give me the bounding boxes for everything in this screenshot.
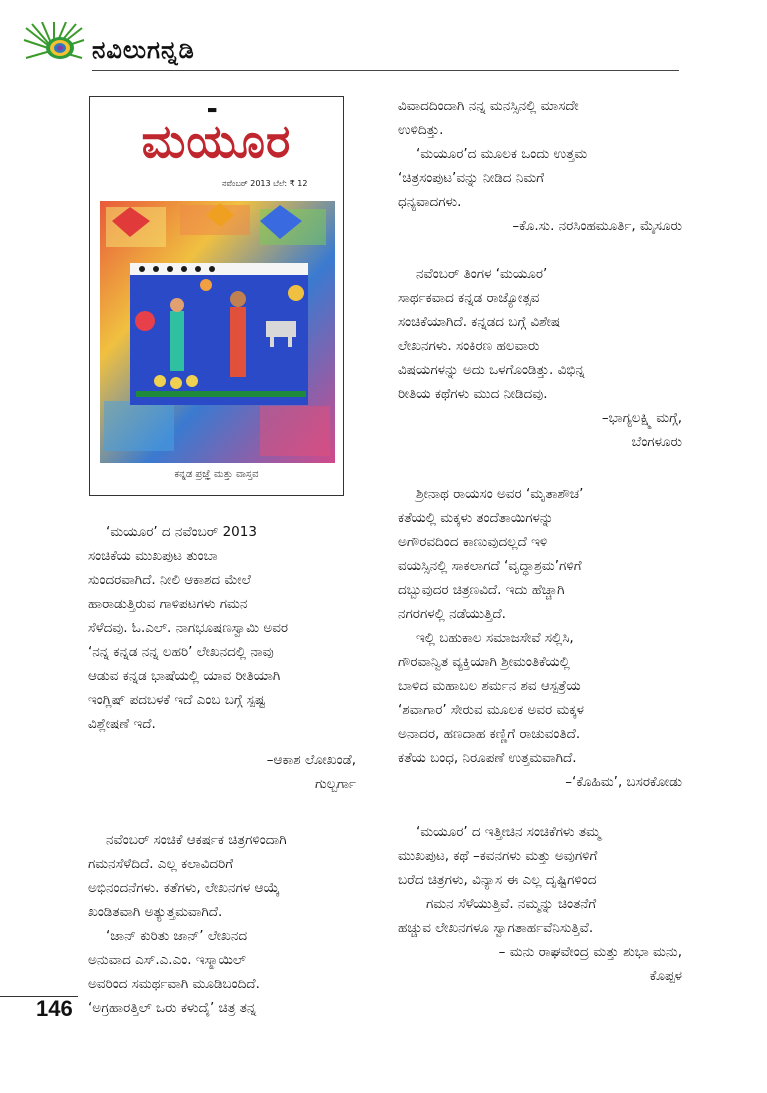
- letter3-signature-name: –ಭಾಗ್ಯಲಕ್ಷ್ಮಿ ಮಗ್ಗೆ,: [601, 410, 682, 426]
- letter1-line-7: ಆಡುವ ಕನ್ನಡ ಭಾಷೆಯಲ್ಲಿ ಯಾವ ರೀತಿಯಾಗಿ: [88, 668, 281, 684]
- letter4-line-2: ಕತೆಯಲ್ಲಿ ಮಕ್ಕಳು ತಂದೆತಾಯಿಗಳನ್ನು: [398, 510, 554, 526]
- letter2-signature: –ಕೊ.ಸು. ನರಸಿಂಹಮೂರ್ತಿ, ಮೈಸೂರು: [512, 218, 682, 234]
- letter2-line-7: ಅವರಿಂದ ಸಮರ್ಥವಾಗಿ ಮೂಡಿಬಂದಿದೆ.: [88, 976, 260, 992]
- cover-artwork: [100, 201, 335, 463]
- letter4-line-6: ನಗರಗಳಲ್ಲಿ ನಡೆಯುತ್ತಿದೆ.: [398, 606, 506, 622]
- letter2-line-1: ನವೆಂಬರ್ ಸಂಚಿಕೆ ಆಕರ್ಷಕ ಚಿತ್ರಗಳಿಂದಾಗಿ: [106, 832, 287, 848]
- letter4-line-12: ಕತೆಯ ಬಂಧ, ನಿರೂಪಣೆ ಉತ್ತಮವಾಗಿದೆ.: [398, 750, 577, 766]
- letter4-line-11: ಅನಾದರ, ಹಣದಾಹ ಕಣ್ಣಿಗೆ ರಾಚುವಂತಿದೆ.: [398, 726, 581, 742]
- letter1-signature-name: –ಆಕಾಶ ಲೋಖಂಡೆ,: [266, 752, 356, 768]
- letter1-line-8: ಇಂಗ್ಲಿಷ್ ಪದಬಳಕೆ ಇದೆ ಎಂಬ ಬಗ್ಗೆ ಸ್ಪಷ್ಟ: [88, 692, 266, 708]
- letter2-line-8: ‘ಅಗ್ರಹಾರತ್ತಿಲ್ ಒರು ಕಳುದೈ’ ಚಿತ್ರ ತನ್ನ: [88, 1000, 257, 1016]
- peacock-feather-logo: [22, 22, 86, 72]
- cover-issue-info: ನವೆಂಬರ್ 2013 ಬೆಲೆ: ₹ 12: [222, 179, 308, 188]
- letter5-signature-place: ಕೊಪ್ಪಳ: [649, 968, 682, 984]
- letter4-line-7: ಇಲ್ಲಿ ಬಹುಕಾಲ ಸಮಾಜಸೇವೆ ಸಲ್ಲಿಸಿ,: [416, 630, 574, 646]
- letter3-line-1: ನವೆಂಬರ್ ತಿಂಗಳ ‘ಮಯೂರ’: [416, 266, 548, 282]
- letter1-signature-place: ಗುಲ್ಬರ್ಗಾ: [315, 776, 356, 792]
- letter3-line-2: ಸಾರ್ಥಕವಾದ ಕನ್ನಡ ರಾಜ್ಯೋತ್ಸವ: [398, 290, 540, 306]
- letter4-line-4: ವಯಸ್ಸಿನಲ್ಲಿ ಸಾಕಲಾಗದೆ ‘ವೃದ್ಧಾಶ್ರಮ’ಗಳಿಗೆ: [398, 558, 582, 574]
- letter4-line-5: ದಬ್ಬುವುದರ ಚಿತ್ರಣವಿದೆ. ಇದು ಹೆಚ್ಚಾಗಿ: [398, 582, 565, 598]
- letter3-line-3: ಸಂಚಿಕೆಯಾಗಿದೆ. ಕನ್ನಡದ ಬಗ್ಗೆ ವಿಶೇಷ: [398, 314, 561, 330]
- letter4-line-3: ಅಗೌರವದಿಂದ ಕಾಣುವುದಲ್ಲದೆ ಇಳಿ: [398, 534, 548, 550]
- letter1-line-2: ಸಂಚಿಕೆಯ ಮುಖಪುಟ ತುಂಬಾ: [88, 548, 218, 564]
- letter5-line-1: ‘ಮಯೂರ’ ದ ಇತ್ತೀಚಿನ ಸಂಚಿಕೆಗಳು ತಮ್ಮ: [416, 824, 601, 840]
- letter2-cont-line-3: ‘ಮಯೂರ’ದ ಮೂಲಕ ಒಂದು ಉತ್ತಮ: [416, 146, 588, 162]
- letter1-line-4: ಹಾರಾಡುತ್ತಿರುವ ಗಾಳಿಪಟಗಳು ಗಮನ: [88, 596, 248, 612]
- letter2-line-2: ಗಮನಸೆಳೆದಿದೆ. ಎಲ್ಲ ಕಲಾವಿದರಿಗೆ: [88, 856, 234, 872]
- letter5-signature-name: – ಮನು ರಾಘವೇಂದ್ರ ಮತ್ತು ಶುಭಾ ಮನು,: [498, 944, 682, 960]
- letter4-line-9: ಬಾಳಿದ ಮಹಾಬಲ ಶರ್ಮನ ಶವ ಆಸ್ಪತ್ರೆಯ: [398, 678, 581, 694]
- right-column: [398, 94, 682, 988]
- cover-caption: ಕನ್ನಡ ಪ್ರಜ್ಞೆ ಮತ್ತು ವಾಸ್ತವ: [174, 469, 259, 480]
- section-title: ನವಿಲುಗನ್ನಡಿ: [92, 36, 195, 64]
- letter2-line-4: ಖಂಡಿತವಾಗಿ ಅತ್ಯುತ್ತಮವಾಗಿದೆ.: [88, 904, 223, 920]
- letter5-line-4: ಗಮನ ಸೆಳೆಯುತ್ತಿವೆ. ನಮ್ಮನ್ನು ಚಿಂತನೆಗೆ: [426, 896, 597, 912]
- letter3-line-5: ವಿಷಯಗಳನ್ನು ಅದು ಒಳಗೊಂಡಿತ್ತು. ವಿಭಿನ್ನ: [398, 362, 585, 378]
- letter4-line-1: ಶ್ರೀನಾಥ ರಾಯಸಂ ಅವರ ‘ಮೃತಾಶೌಚ’: [416, 486, 584, 502]
- letter2-line-6: ಅನುವಾದ ಎಸ್.ಎ.ಎಂ. ಇಸ್ಮಾಯಿಲ್: [88, 952, 246, 968]
- letter4-line-10: ‘ಶವಾಗಾರ’ ಸೇರುವ ಮೂಲಕ ಅವರ ಮಕ್ಕಳ: [398, 702, 584, 718]
- letter1-line-1: ‘ಮಯೂರ’ ದ ನವೆಂಬರ್ 2013: [106, 524, 257, 540]
- magazine-emblem-icon: ▬: [207, 103, 218, 116]
- letter4-signature: –‘ಕೊಹಿಮ’, ಬಸರಕೋಡು: [565, 774, 682, 790]
- letter5-line-3: ಬರೆದ ಚಿತ್ರಗಳು, ವಿನ್ಯಾಸ ಈ ಎಲ್ಲ ದೃಷ್ಟಿಗಳಿಂದ: [398, 872, 597, 888]
- letter1-line-6: ‘ನನ್ನ ಕನ್ನಡ ನನ್ನ ಲಹರಿ’ ಲೇಖನದಲ್ಲಿ ನಾವು: [88, 644, 274, 660]
- letter5-line-2: ಮುಖಪುಟ, ಕಥೆ –ಕವನಗಳು ಮತ್ತು ಅವುಗಳಿಗೆ: [398, 848, 598, 864]
- page-number: 146: [36, 996, 73, 1021]
- letter1-line-5: ಸೆಳೆದವು. ಓ.ಎಲ್. ನಾಗಭೂಷಣಸ್ವಾಮಿ ಅವರ: [88, 620, 289, 636]
- letter3-line-6: ರೀತಿಯ ಕಥೆಗಳು ಮುದ ನೀಡಿದವು.: [398, 386, 548, 402]
- letter3-signature-place: ಬೆಂಗಳೂರು: [631, 434, 682, 450]
- letter1-line-9: ವಿಶ್ಲೇಷಣೆ ಇದೆ.: [88, 716, 156, 732]
- letter4-line-8: ಗೌರವಾನ್ವಿತ ವ್ಯಕ್ತಿಯಾಗಿ ಶ್ರೀಮಂತಿಕೆಯಲ್ಲಿ: [398, 654, 570, 670]
- letter2-cont-line-5: ಧನ್ಯವಾದಗಳು.: [398, 194, 462, 210]
- left-column: [88, 520, 356, 1020]
- letter3-line-4: ಲೇಖನಗಳು. ಸಂಕಿರಣ ಹಲವಾರು: [398, 338, 540, 354]
- letter5-line-5: ಹಚ್ಚುವ ಲೇಖನಗಳೂ ಸ್ವಾಗತಾರ್ಹವೆನಿಸುತ್ತಿವೆ.: [398, 920, 594, 936]
- letter2-cont-line-2: ಉಳಿದಿತ್ತು.: [398, 122, 444, 138]
- magazine-cover: [89, 96, 344, 496]
- header-rule: [92, 70, 679, 71]
- letter2-cont-line-4: ‘ಚಿತ್ರಸಂಪುಟ’ವನ್ನು ನೀಡಿದ ನಿಮಗೆ: [398, 170, 545, 186]
- letter2-cont-line-1: ವಿವಾದದಿಂದಾಗಿ ನನ್ನ ಮನಸ್ಸಿನಲ್ಲಿ ಮಾಸದೇ: [398, 98, 579, 114]
- letter1-line-3: ಸುಂದರವಾಗಿದೆ. ನೀಲಿ ಆಕಾಶದ ಮೇಲೆ: [88, 572, 251, 588]
- cover-title: ಮಯೂರ: [141, 114, 292, 168]
- letter2-line-3: ಅಭಿನಂದನೆಗಳು. ಕತೆಗಳು, ಲೇಖನಗಳ ಆಯ್ಕೆ: [88, 880, 280, 896]
- letter2-line-5: ‘ಜಾನ್ ಕುರಿತು ಜಾನ್’ ಲೇಖನದ: [106, 928, 248, 944]
